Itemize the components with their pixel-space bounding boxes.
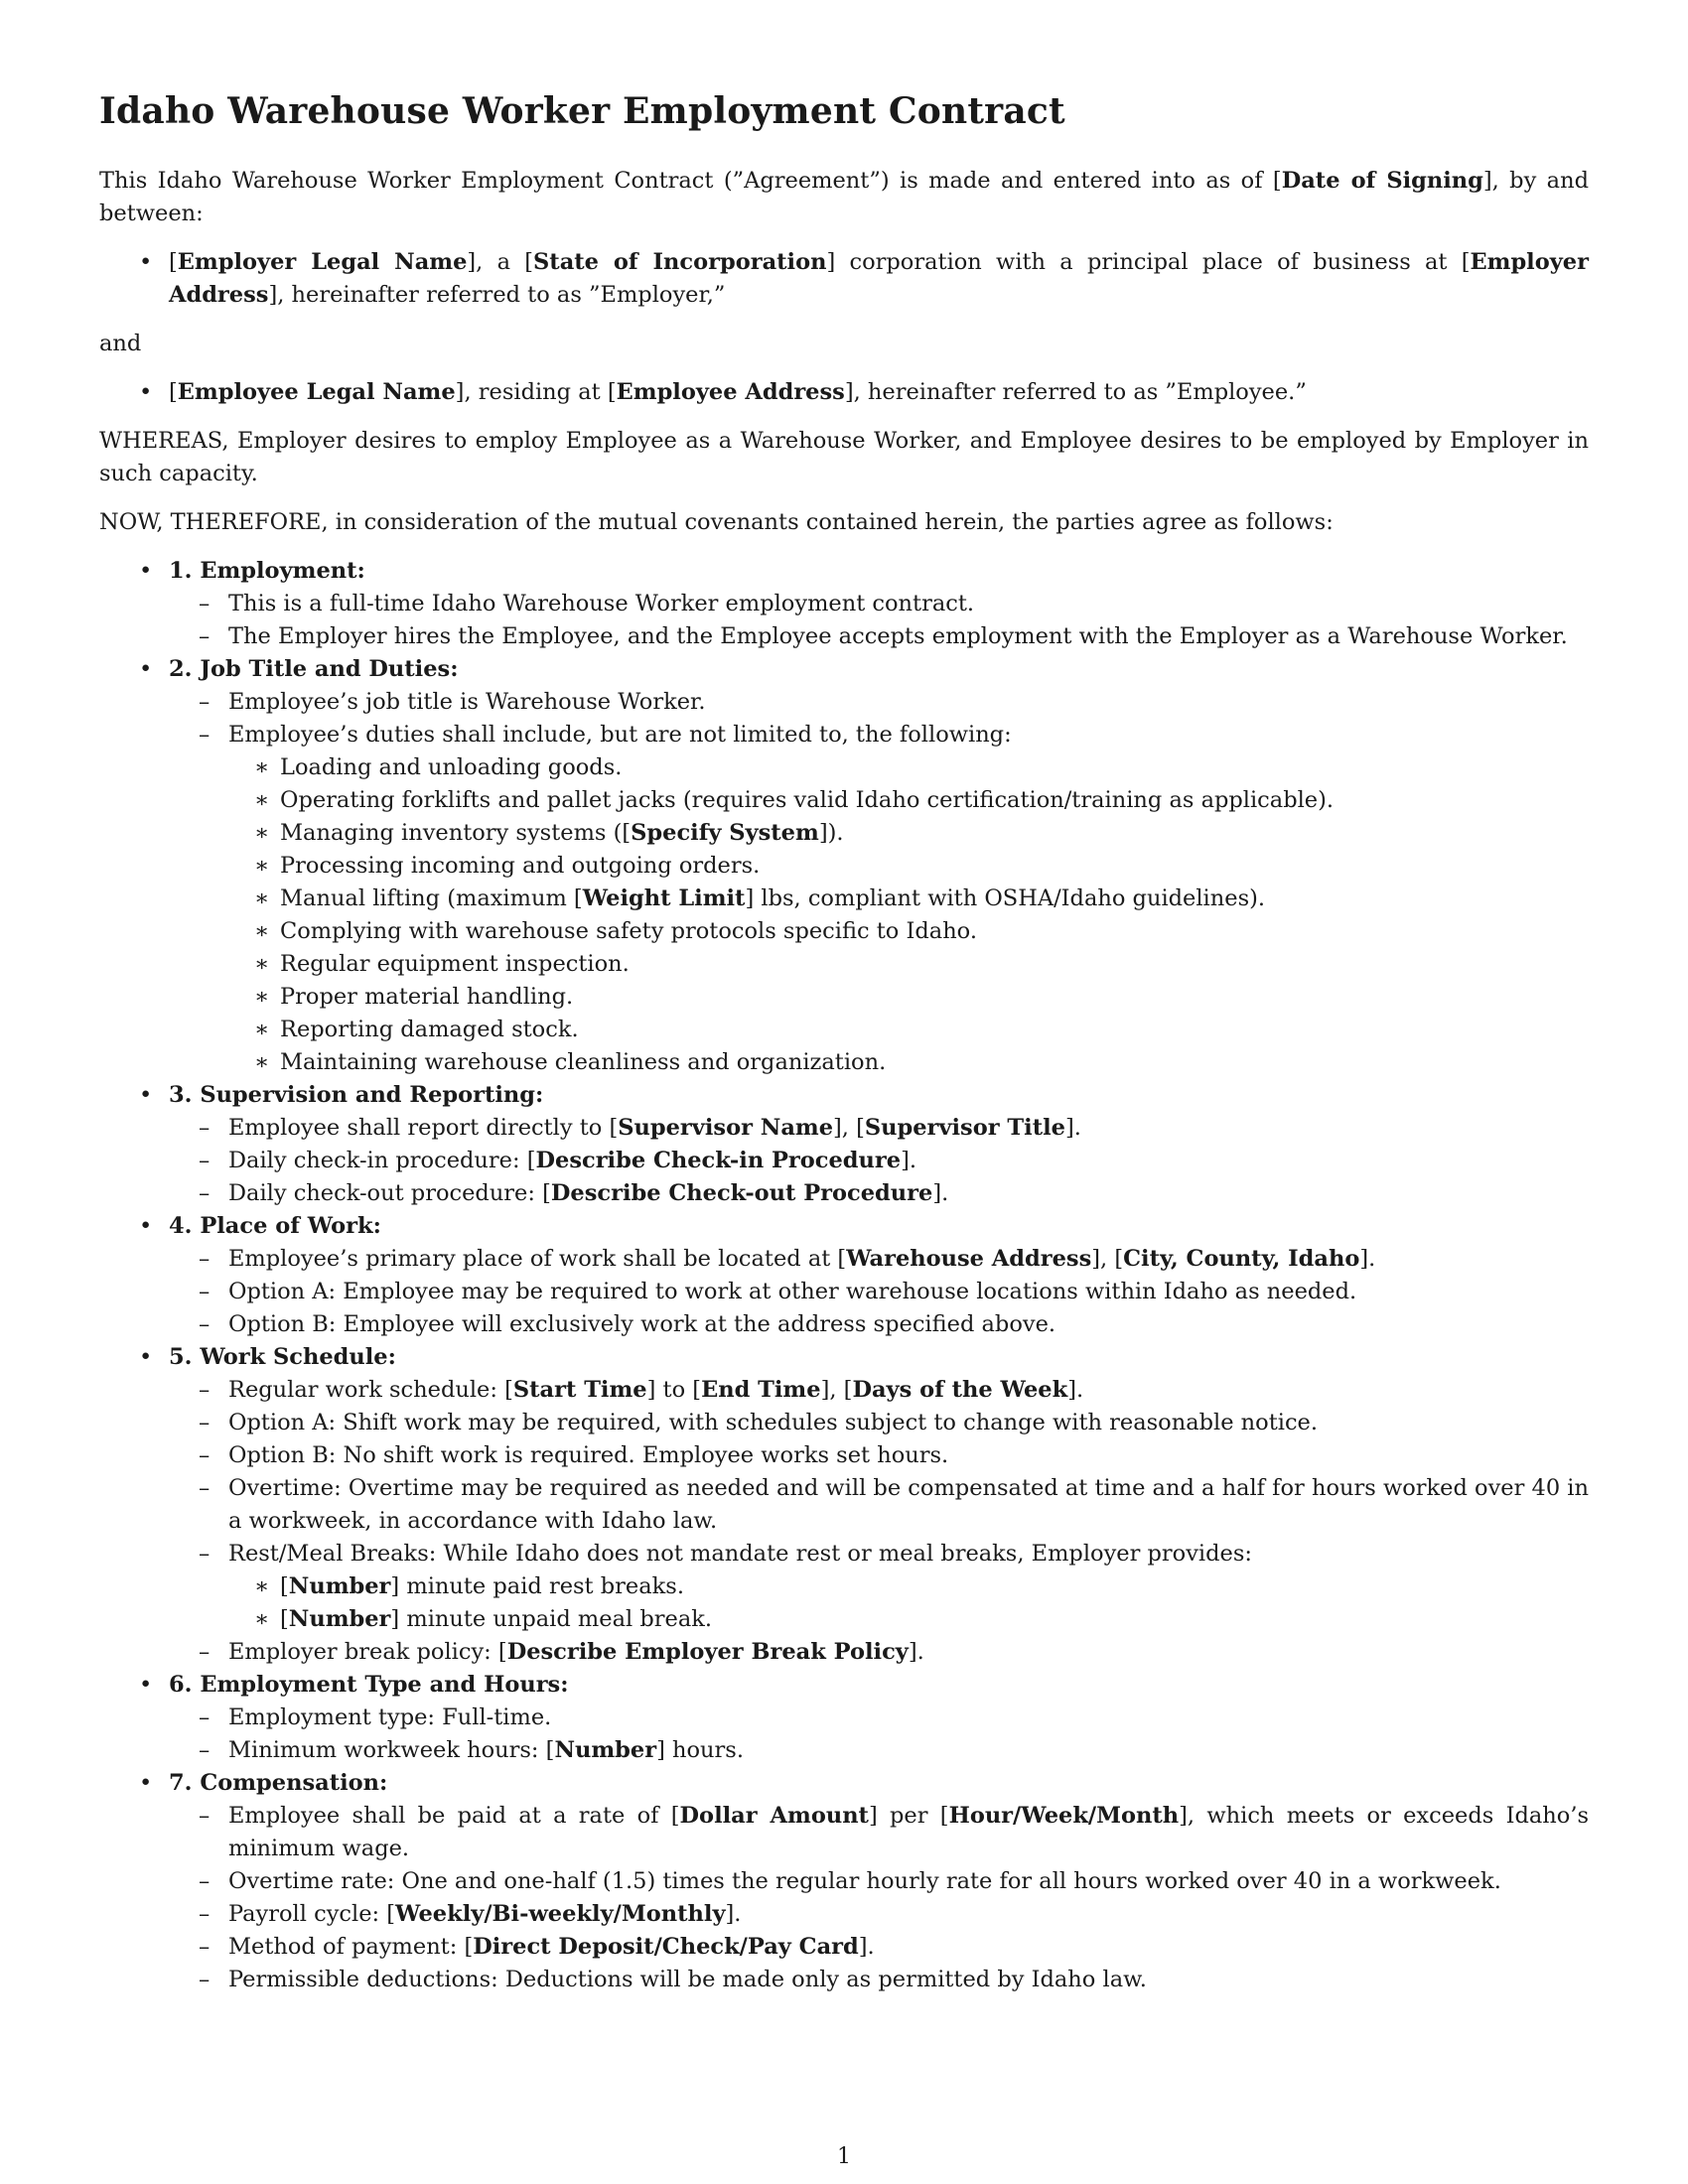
list-item: – Regular work schedule: [Start Time] to [End Time], [Days of the Week]. (169, 1374, 1589, 1407)
section-items (169, 1112, 1589, 1210)
list-item: – Employee’s duties shall include, but are not limited to, the following: ∗ Loading and unloading goods. ∗ Operating forklifts and pallet jacks (requires valid Idaho certification/training as applicable). ∗ Managing inventory systems ([Specify System]). ∗ Processing incoming and outgoing orders. ∗ Manual lifting (maximum [Weight Limit] lbs, compliant with OSHA/Idaho guidelines). ∗ Complying with warehouse safety protocols specific to Idaho. ∗ Regular equipment inspection. ∗ Proper material handling. ∗ Reporting damaged stock. ∗ Maintaining warehouse cleanliness and organization. (169, 719, 1589, 1079)
list-item: – Minimum workweek hours: [Number] hours. (169, 1734, 1589, 1767)
list-item: – Overtime: Overtime may be required as needed and will be compensated at time and a half for hours worked over 40 in a workweek, in accordance with Idaho law. (169, 1472, 1589, 1538)
list-item: – Rest/Meal Breaks: While Idaho does not mandate rest or meal breaks, Employer provides: ∗ [Number] minute paid rest breaks. ∗ [Number] minute unpaid meal break. (169, 1538, 1589, 1636)
duty-item: ∗ Maintaining warehouse cleanliness and organization. (228, 1046, 1589, 1079)
intro-paragraph: This Idaho Warehouse Worker Employment Contract (”Agreement”) is made and entered into as of [Date of Signing], by and between: (99, 168, 1589, 226)
section-employment (99, 555, 1589, 653)
section-items (169, 588, 1589, 653)
list-item: – Permissible deductions: Deductions will be made only as permitted by Idaho law. (169, 1964, 1589, 1996)
list-item: – Employee’s job title is Warehouse Worker. (169, 686, 1589, 719)
list-item: – The Employer hires the Employee, and the Employee accepts employment with the Employer as a Warehouse Worker. (169, 620, 1589, 653)
section-heading: 5. Work Schedule: (169, 1344, 396, 1370)
section-heading: 7. Compensation: (169, 1770, 388, 1796)
document-title: Idaho Warehouse Worker Employment Contract (99, 90, 1065, 132)
section-job-title-duties (99, 653, 1589, 1079)
duty-item: ∗ Regular equipment inspection. (228, 948, 1589, 981)
list-item: – Overtime rate: One and one-half (1.5) times the regular hourly rate for all hours worked over 40 in a workweek. (169, 1865, 1589, 1898)
section-heading: 2. Job Title and Duties: (169, 656, 459, 682)
employer-name-placeholder: Employer Legal Name (177, 249, 468, 275)
employee-name-placeholder: Employee Legal Name (177, 379, 456, 405)
employer-address-placeholder: Employer Address (169, 249, 1589, 308)
list-item: – Employee shall report directly to [Supervisor Name], [Supervisor Title]. (169, 1112, 1589, 1145)
list-item: – Option A: Shift work may be required, with schedules subject to change with reasonable notice. (169, 1407, 1589, 1439)
section-items (169, 1702, 1589, 1767)
state-placeholder: State of Incorporation (533, 249, 827, 275)
breaks-list (228, 1570, 1589, 1636)
list-item: – This is a full-time Idaho Warehouse Worker employment contract. (169, 588, 1589, 620)
section-compensation (99, 1767, 1589, 1996)
duty-item: ∗ Managing inventory systems ([Specify System]). (228, 817, 1589, 850)
section-employment-type (99, 1669, 1589, 1767)
list-item: – Option B: No shift work is required. Employee works set hours. (169, 1439, 1589, 1472)
employer-party: • [Employer Legal Name], a [State of Incorporation] corporation with a principal place of business at [Employer Address], hereinafter referred to as ”Employer,” (99, 246, 1589, 312)
duty-item: ∗ Manual lifting (maximum [Weight Limit] lbs, compliant with OSHA/Idaho guidelines). (228, 883, 1589, 915)
duty-item: ∗ Proper material handling. (228, 981, 1589, 1014)
duty-item: ∗ Loading and unloading goods. (228, 751, 1589, 784)
duty-item: ∗ Processing incoming and outgoing orders. (228, 850, 1589, 883)
duty-item: ∗ Reporting damaged stock. (228, 1014, 1589, 1046)
duty-item: ∗ Complying with warehouse safety protocols specific to Idaho. (228, 915, 1589, 948)
date-placeholder: Date of Signing (1281, 168, 1483, 194)
section-items (169, 1243, 1589, 1341)
break-item: ∗ [Number] minute unpaid meal break. (228, 1603, 1589, 1636)
list-item: – Method of payment: [Direct Deposit/Check/Pay Card]. (169, 1931, 1589, 1964)
list-item: – Employee shall be paid at a rate of [Dollar Amount] per [Hour/Week/Month], which meets or exceeds Idaho’s minimum wage. (169, 1800, 1589, 1865)
section-supervision (99, 1079, 1589, 1210)
section-items (169, 1374, 1589, 1669)
list-item: – Option A: Employee may be required to work at other warehouse locations within Idaho as needed. (169, 1276, 1589, 1308)
section-place-of-work (99, 1210, 1589, 1341)
list-item: – Employer break policy: [Describe Employer Break Policy]. (169, 1636, 1589, 1669)
section-work-schedule (99, 1341, 1589, 1669)
section-items (169, 1800, 1589, 1996)
contract-sections (99, 555, 1589, 1996)
section-heading: 3. Supervision and Reporting: (169, 1082, 544, 1108)
and-text: and (99, 331, 142, 356)
list-item: – Employee’s primary place of work shall be located at [Warehouse Address], [City, County, Idaho]. (169, 1243, 1589, 1276)
list-item: – Payroll cycle: [Weekly/Bi-weekly/Monthly]. (169, 1898, 1589, 1931)
section-heading: 1. Employment: (169, 558, 365, 584)
list-item: – Option B: Employee will exclusively work at the address specified above. (169, 1308, 1589, 1341)
contract-page (99, 87, 1589, 1996)
employee-address-placeholder: Employee Address (616, 379, 845, 405)
now-therefore-paragraph: NOW, THEREFORE, in consideration of the mutual covenants contained herein, the parties agree as follows: (99, 509, 1334, 535)
list-item: – Daily check-out procedure: [Describe Check-out Procedure]. (169, 1177, 1589, 1210)
employee-party-list (99, 376, 1589, 409)
employer-party-list (99, 246, 1589, 312)
list-item: – Daily check-in procedure: [Describe Check-in Procedure]. (169, 1145, 1589, 1177)
duties-list (228, 751, 1589, 1079)
page-number: 1 (837, 2144, 851, 2169)
section-heading: 6. Employment Type and Hours: (169, 1672, 569, 1698)
section-items (169, 686, 1589, 1079)
break-item: ∗ [Number] minute paid rest breaks. (228, 1570, 1589, 1603)
duty-item: ∗ Operating forklifts and pallet jacks (requires valid Idaho certification/training as applicable). (228, 784, 1589, 817)
employee-party: • [Employee Legal Name], residing at [Employee Address], hereinafter referred to as ”Employee.” (99, 376, 1589, 409)
list-item: – Employment type: Full-time. (169, 1702, 1589, 1734)
whereas-paragraph: WHEREAS, Employer desires to employ Employee as a Warehouse Worker, and Employee desires to be employed by Employer in such capacity. (99, 428, 1589, 486)
section-heading: 4. Place of Work: (169, 1213, 381, 1239)
